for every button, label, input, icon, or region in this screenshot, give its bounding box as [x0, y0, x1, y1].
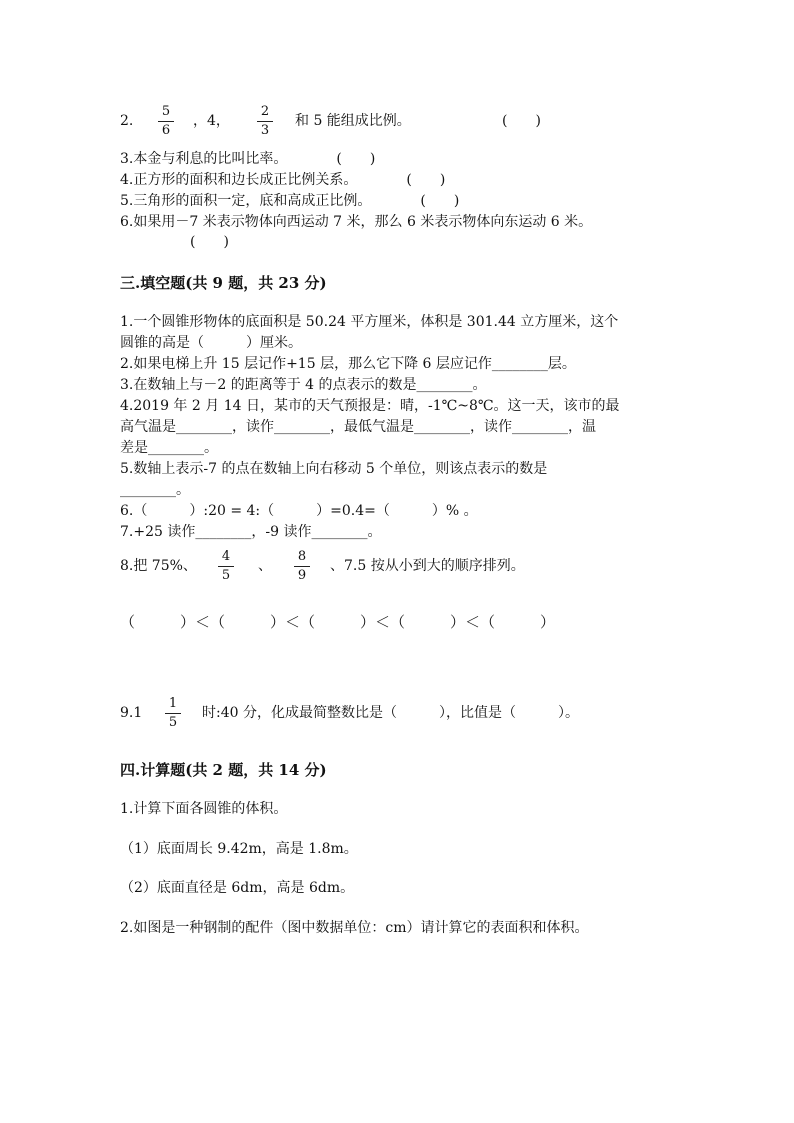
fraction-two-thirds	[255, 104, 275, 139]
fill-q8-tail: 、7.5 按从小到大的顺序排列。	[330, 558, 525, 574]
fill-q2: 2.如果电梯上升 15 层记作+15 层，那么它下降 6 层应记作________层。	[120, 356, 576, 372]
judge-q2-tail: 和 5 能组成比例。	[295, 113, 411, 129]
judge-q5: 5.三角形的面积一定，底和高成正比例。 ( )	[120, 193, 460, 209]
fraction-numerator: 2	[260, 104, 270, 119]
fill-q7: 7.+25 读作________，-9 读作________。	[120, 524, 382, 540]
judge-q4: 4.正方形的面积和边长成正比例关系。 ( )	[120, 172, 446, 188]
judge-q2-middle: ，4，	[193, 113, 230, 129]
judge-q6: 6.如果用－7 米表示物体向西运动 7 米，那么 6 米表示物体向东运动 6 米。	[120, 214, 593, 230]
fraction-denominator: 6	[161, 123, 171, 138]
fill-q9-head: 9.1	[120, 705, 143, 721]
fraction-five-sixths	[156, 104, 176, 139]
fraction-denominator: 9	[297, 568, 307, 583]
fraction-bar	[218, 566, 234, 567]
fraction-bar	[158, 121, 174, 122]
fill-q4-line1: 4.2019 年 2 月 14 日，某市的天气预报是：晴，-1℃~8℃。这一天，该市的最	[120, 398, 620, 414]
fill-q4-line2: 高气温是________，读作________，最低气温是________，读作________，温	[120, 419, 596, 435]
fill-q3: 3.在数轴上与－2 的距离等于 4 的点表示的数是________。	[120, 377, 487, 393]
fraction-denominator: 5	[221, 568, 231, 583]
fill-q5-line1: 5.数轴上表示-7 的点在数轴上向右移动 5 个单位，则该点表示的数是	[120, 461, 548, 477]
fraction-bar	[294, 566, 310, 567]
fraction-denominator: 3	[260, 123, 270, 138]
judge-q2-answer-paren: ( )	[502, 113, 541, 129]
fraction-bar	[257, 121, 273, 122]
calc-q1: 1.计算下面各圆锥的体积。	[120, 801, 288, 817]
fill-q8-separator: 、	[258, 558, 272, 574]
judge-q2-number: 2.	[120, 113, 134, 129]
fill-q5-line2: ________。	[120, 482, 190, 498]
fraction-bar	[165, 713, 181, 714]
calc-q1-part1: （1）底面周长 9.42m，高是 1.8m。	[120, 841, 358, 857]
section4-title: 四.计算题(共 2 题，共 14 分)	[120, 761, 327, 779]
fill-q9-tail: 时:40 分，化成最简整数比是（ ），比值是（ ）。	[202, 705, 579, 721]
fill-q1-line2: 圆锥的高是（ ）厘米。	[120, 335, 302, 351]
fraction-numerator: 4	[221, 549, 231, 564]
fraction-denominator: 5	[168, 715, 178, 730]
fraction-one-fifth	[163, 696, 183, 731]
fraction-numerator: 8	[297, 549, 307, 564]
calc-q2: 2.如图是一种钢制的配件（图中数据单位：cm）请计算它的表面积和体积。	[120, 920, 589, 936]
fraction-numerator: 1	[168, 696, 178, 711]
fill-q4-line3: 差是________。	[120, 440, 218, 456]
fraction-eight-ninths	[292, 549, 312, 584]
fraction-four-fifths	[216, 549, 236, 584]
judge-q3: 3.本金与利息的比叫比率。 ( )	[120, 151, 376, 167]
fill-q8-head: 8.把 75%、	[120, 558, 197, 574]
fill-q6: 6.（ ）:20 = 4:（ ）=0.4=（ ）% 。	[120, 503, 478, 519]
judge-q6-answer-paren: ( )	[190, 234, 229, 250]
fraction-numerator: 5	[161, 104, 171, 119]
calc-q1-part2: （2）底面直径是 6dm，高是 6dm。	[120, 880, 355, 896]
section3-title: 三.填空题(共 9 题，共 23 分)	[120, 274, 327, 292]
fill-q1-line1: 1.一个圆锥形物体的底面积是 50.24 平方厘米，体积是 301.44 立方厘米，这个	[120, 314, 619, 330]
fill-q8-order-blanks: （ ）＜（ ）＜（ ）＜（ ）＜（ ）	[120, 613, 556, 631]
